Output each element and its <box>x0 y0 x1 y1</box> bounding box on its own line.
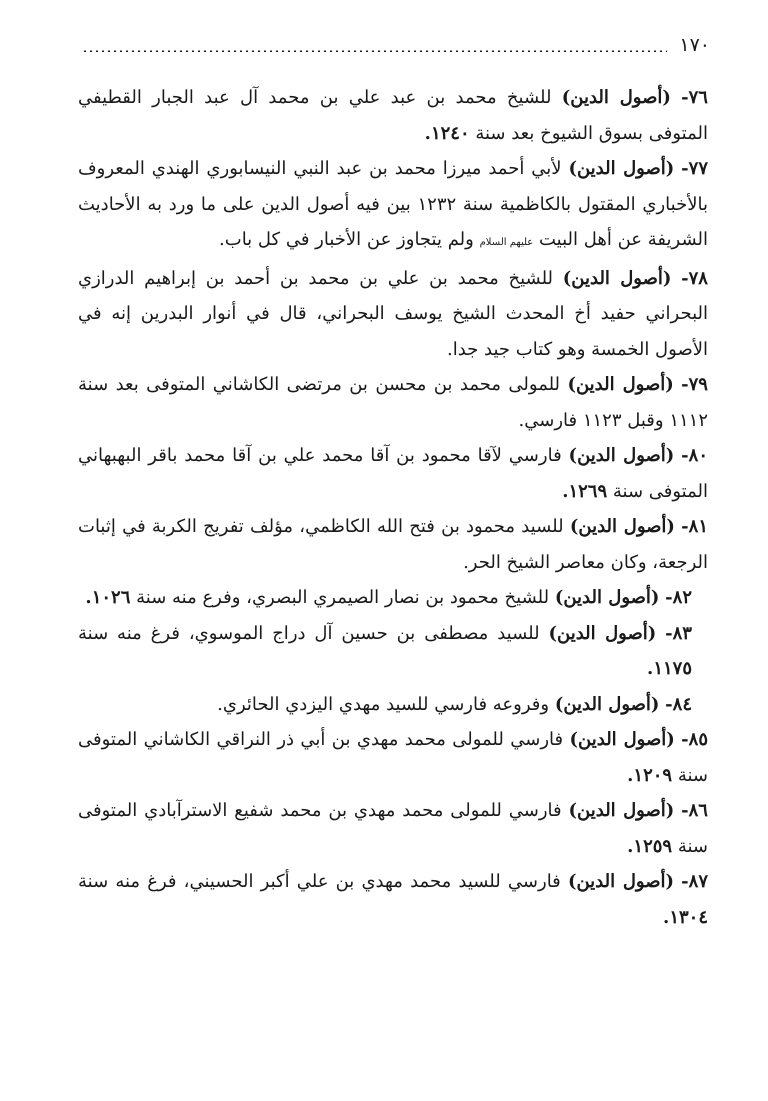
entry-83 <box>78 616 708 687</box>
entry-title: (أصول الدين) <box>569 516 675 537</box>
entry-number: ٨٧- <box>681 871 708 892</box>
entry-year: ١٢٦٩. <box>562 480 608 502</box>
entry-year: ١١٧٥. <box>647 658 692 679</box>
entry-title: (أصول الدين) <box>568 445 675 466</box>
entry-text: للمولى محمد بن محسن بن مرتضى الكاشاني المتوفى بعد سنة ١١١٢ وقبل ١١٢٣ فارسي. <box>78 374 708 431</box>
page-header <box>82 30 710 60</box>
entry-number: ٨٣- <box>665 622 692 644</box>
entry-text: فارسي للمولى محمد مهدي بن محمد شفيع الاسترآبادي المتوفى سنة <box>78 800 708 857</box>
entry-number: ٨١- <box>681 516 708 537</box>
page-number: ١٧٠ <box>679 34 710 56</box>
entry-85 <box>78 722 708 793</box>
entry-title: (أصول الدين) <box>554 693 660 715</box>
entry-78 <box>78 261 708 368</box>
entry-number: ٧٦- <box>681 87 708 108</box>
entry-80 <box>78 438 708 509</box>
entry-text: للشيخ محمد بن علي بن محمد بن أحمد بن إبراهيم الدرازي البحراني حفيد أخ المحدث الشيخ يوسف البحراني، قال في أنوار البدرين إنه في الأصول الخمسة وهو كتاب جيد جدا. <box>78 267 708 360</box>
entry-number: ٨٢- <box>665 587 692 608</box>
entry-title: (أصول الدين) <box>568 158 675 179</box>
header-dotted-rule <box>82 50 667 52</box>
entry-text: وفروعه فارسي للسيد مهدي اليزدي الحائري. <box>217 693 550 715</box>
entry-text: للشيخ محمد بن عبد علي بن محمد آل عبد الجبار القطيفي المتوفى بسوق الشيوخ بعد سنة <box>78 87 708 144</box>
entry-tail: ولم يتجاوز عن الأخبار في كل باب. <box>219 229 474 250</box>
entry-title: (أصول الدين) <box>548 622 657 644</box>
entry-84 <box>78 687 708 723</box>
entry-year: ١٢٥٩. <box>627 835 673 857</box>
entry-87 <box>78 864 708 935</box>
entry-81 <box>78 509 708 580</box>
entry-number: ٨٠- <box>681 445 708 466</box>
entry-text: للشيخ محمود بن نصار الصيمري البصري، وفرع منه سنة <box>136 587 550 608</box>
entry-year: ١٢٤٠. <box>424 122 470 144</box>
entry-text: فارسي للسيد محمد مهدي بن علي أكبر الحسيني، فرغ منه سنة <box>78 871 561 892</box>
page-body <box>78 80 708 935</box>
entry-text: للسيد محمود بن فتح الله الكاظمي، مؤلف تفريج الكربة في إثبات الرجعة، وكان معاصر الشيخ الحر. <box>78 516 708 573</box>
entry-77 <box>78 151 708 261</box>
entry-title: (أصول الدين) <box>567 871 674 892</box>
entry-number: ٨٤- <box>665 693 692 715</box>
entry-79 <box>78 367 708 438</box>
entry-number: ٧٩- <box>681 374 708 395</box>
entry-year: ١٢٠٩. <box>627 764 673 786</box>
entry-number: ٨٥- <box>681 729 708 750</box>
entry-text: فارسي للمولى محمد مهدي بن أبي ذر النراقي الكاشاني المتوفى سنة <box>78 729 708 786</box>
entry-number: ٧٧- <box>681 158 708 179</box>
entry-title: (أصول الدين) <box>567 374 674 395</box>
entry-title: (أصول الدين) <box>561 87 671 108</box>
entry-title: (أصول الدين) <box>569 729 675 750</box>
entry-year: ١٣٠٤. <box>663 906 708 928</box>
entry-text: فارسي لآقا محمود بن آقا محمد علي بن آقا محمد باقر البهبهاني المتوفى سنة <box>78 445 708 502</box>
entry-title: (أصول الدين) <box>568 800 675 821</box>
entry-text: للسيد مصطفى بن حسين آل دراج الموسوي، فرغ منه سنة <box>78 622 540 644</box>
entry-82 <box>78 580 708 616</box>
entry-text: لأبي أحمد ميرزا محمد بن عبد النبي النيسابوري الهندي المعروف بالأخباري المقتول بالكاظمية سنة ١٢٣٢ بين فيه أصول الدين على ما ورد به الأحاديث الشريفة عن أهل البيت <box>78 158 708 250</box>
entry-title: (أصول الدين) <box>562 267 672 289</box>
blessing-glyph: عليهم السلام <box>479 237 534 248</box>
entry-86 <box>78 793 708 864</box>
entry-number: ٨٦- <box>681 800 708 821</box>
entry-year: ١٠٢٦. <box>85 587 131 608</box>
entry-number: ٧٨- <box>681 267 708 289</box>
entry-title: (أصول الدين) <box>554 587 660 608</box>
entry-76 <box>78 80 708 151</box>
